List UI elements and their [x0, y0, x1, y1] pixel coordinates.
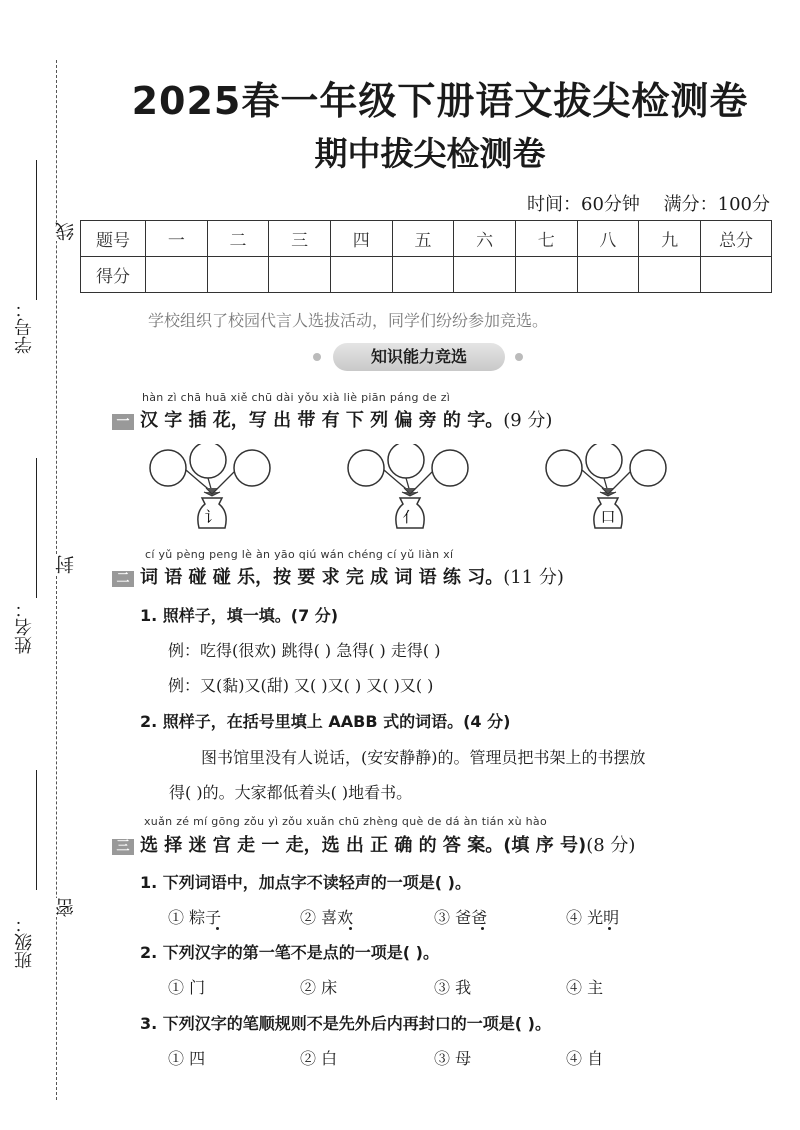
- class-label: 班级：: [14, 915, 35, 969]
- q3-item3-option[interactable]: ② 白: [300, 1049, 338, 1068]
- score-cell: 二: [207, 221, 269, 257]
- emphasis-dot: [608, 927, 611, 930]
- exam-time: 时间：60分钟: [527, 194, 640, 215]
- student-id-underline: [36, 160, 37, 300]
- flower-vase-3: [542, 444, 682, 534]
- exam-full-score: 满分：100分: [663, 194, 770, 215]
- q2-sub1-line2: 例：又(黏)又(甜) 又( )又( ) 又( )又( ): [168, 676, 434, 695]
- score-input-cell[interactable]: [639, 257, 701, 293]
- emphasis-dot: [481, 927, 484, 930]
- score-cell: 四: [330, 221, 392, 257]
- q1-score: (9 分): [503, 410, 553, 431]
- page-subtitle: 期中拔尖检测卷: [314, 134, 546, 173]
- q3-item2-question: 2. 下列汉字的第一笔不是点的一项是( )。: [140, 943, 439, 962]
- vase-radical-1: 讠: [204, 508, 220, 526]
- q2-score: (11 分): [503, 567, 564, 588]
- q2-text: 词 语 碰 碰 乐，按 要 求 完 成 词 语 练 习。: [140, 567, 504, 588]
- q2-number-badge: 二: [112, 571, 134, 587]
- vase-radical-3: 口: [600, 508, 616, 526]
- q3-item3-option[interactable]: ① 四: [168, 1049, 206, 1068]
- score-cell: 总分: [701, 221, 772, 257]
- q3-number-badge: 三: [112, 839, 134, 855]
- q1-number-badge: 一: [112, 414, 134, 430]
- page-title: 2025春一年级下册语文拔尖检测卷: [131, 79, 749, 123]
- q3-item3-question: 3. 下列汉字的笔顺规则不是先外后内再封口的一项是( )。: [140, 1014, 551, 1033]
- emphasis-dot: [349, 927, 352, 930]
- q2-sub1-line1: 例：吃得(很欢) 跳得( ) 急得( ) 走得( ): [168, 641, 441, 660]
- name-label: 姓名：: [14, 600, 35, 654]
- score-table-header-row: [81, 221, 772, 257]
- score-cell: 三: [269, 221, 331, 257]
- q3-item2-option[interactable]: ① 门: [168, 978, 206, 997]
- score-cell: 题号: [81, 221, 146, 257]
- score-input-cell[interactable]: [207, 257, 269, 293]
- score-input-cell[interactable]: [392, 257, 454, 293]
- score-cell: 五: [392, 221, 454, 257]
- banner-dot-right: [515, 353, 523, 361]
- score-input-cell[interactable]: [146, 257, 208, 293]
- q3-item1-question: 1. 下列词语中，加点字不读轻声的一项是( )。: [140, 873, 471, 892]
- q1-text: 汉 字 插 花，写 出 带 有 下 列 偏 旁 的 字。: [140, 410, 504, 431]
- score-table: [80, 220, 772, 293]
- emphasis-dot: [216, 927, 219, 930]
- q3-score: (8 分): [586, 835, 636, 856]
- q2-heading: [112, 563, 564, 589]
- intro-text: 学校组织了校园代言人选拔活动，同学们纷纷参加竞选。: [148, 311, 549, 330]
- score-cell: 六: [454, 221, 516, 257]
- q3-item1-option[interactable]: ② 喜欢: [300, 908, 354, 927]
- score-cell: 八: [577, 221, 639, 257]
- vase-radical-2: 亻: [402, 508, 418, 526]
- score-input-cell[interactable]: [577, 257, 639, 293]
- banner-dot-left: [313, 353, 321, 361]
- q3-item2-option[interactable]: ③ 我: [434, 978, 472, 997]
- q3-item2-option[interactable]: ④ 主: [566, 978, 604, 997]
- score-cell: 一: [146, 221, 208, 257]
- q1-pinyin: hàn zì chā huā xiě chū dài yǒu xià liè piān páng de zì: [142, 391, 451, 404]
- score-input-cell[interactable]: [330, 257, 392, 293]
- section-banner: 知识能力竞选: [333, 343, 505, 371]
- q2-sub1-prompt: 1. 照样子，填一填。(7 分): [140, 606, 339, 625]
- score-cell: 九: [639, 221, 701, 257]
- q3-item2-option[interactable]: ② 床: [300, 978, 338, 997]
- q3-item1-option[interactable]: ④ 光明: [566, 908, 620, 927]
- score-table-score-row: [81, 257, 772, 293]
- binding-char-secret: 密: [52, 898, 74, 917]
- q3-item1-option[interactable]: ③ 爸爸: [434, 908, 488, 927]
- class-underline: [36, 770, 37, 890]
- q2-sub2-line1: 图书馆里没有人说话，(安安静静)的。管理员把书架上的书摆放: [201, 748, 646, 767]
- q2-sub2-line2: 得( )的。大家都低着头( )地看书。: [169, 783, 413, 802]
- flower-vase-2: [344, 444, 484, 534]
- q2-sub2-prompt: 2. 照样子，在括号里填上 AABB 式的词语。(4 分): [140, 712, 511, 731]
- score-cell: 得分: [81, 257, 146, 293]
- binding-dashed-line: [56, 60, 57, 1100]
- q3-text: 选 择 迷 宫 走 一 走，选 出 正 确 的 答 案。(填 序 号): [140, 835, 587, 856]
- score-input-cell[interactable]: [515, 257, 577, 293]
- name-underline: [36, 458, 37, 598]
- score-input-cell[interactable]: [454, 257, 516, 293]
- binding-char-line: 线: [52, 222, 74, 241]
- q1-heading: [112, 406, 552, 432]
- score-cell: 七: [515, 221, 577, 257]
- student-id-label: 学号：: [14, 300, 35, 354]
- q3-pinyin: xuǎn zé mí gōng zǒu yì zǒu xuǎn chū zhèng què de dá àn tián xù hào: [144, 815, 547, 828]
- score-input-cell[interactable]: [701, 257, 772, 293]
- q3-item3-option[interactable]: ④ 自: [566, 1049, 604, 1068]
- q3-item3-option[interactable]: ③ 母: [434, 1049, 472, 1068]
- q3-item1-option[interactable]: ① 粽子: [168, 908, 222, 927]
- flower-vase-1: [146, 444, 286, 534]
- binding-char-seal: 封: [52, 555, 74, 574]
- q3-heading: [112, 831, 635, 857]
- q2-pinyin: cí yǔ pèng peng lè àn yāo qiú wán chéng cí yǔ liàn xí: [145, 548, 454, 561]
- exam-meta: [509, 190, 770, 216]
- score-input-cell[interactable]: [269, 257, 331, 293]
